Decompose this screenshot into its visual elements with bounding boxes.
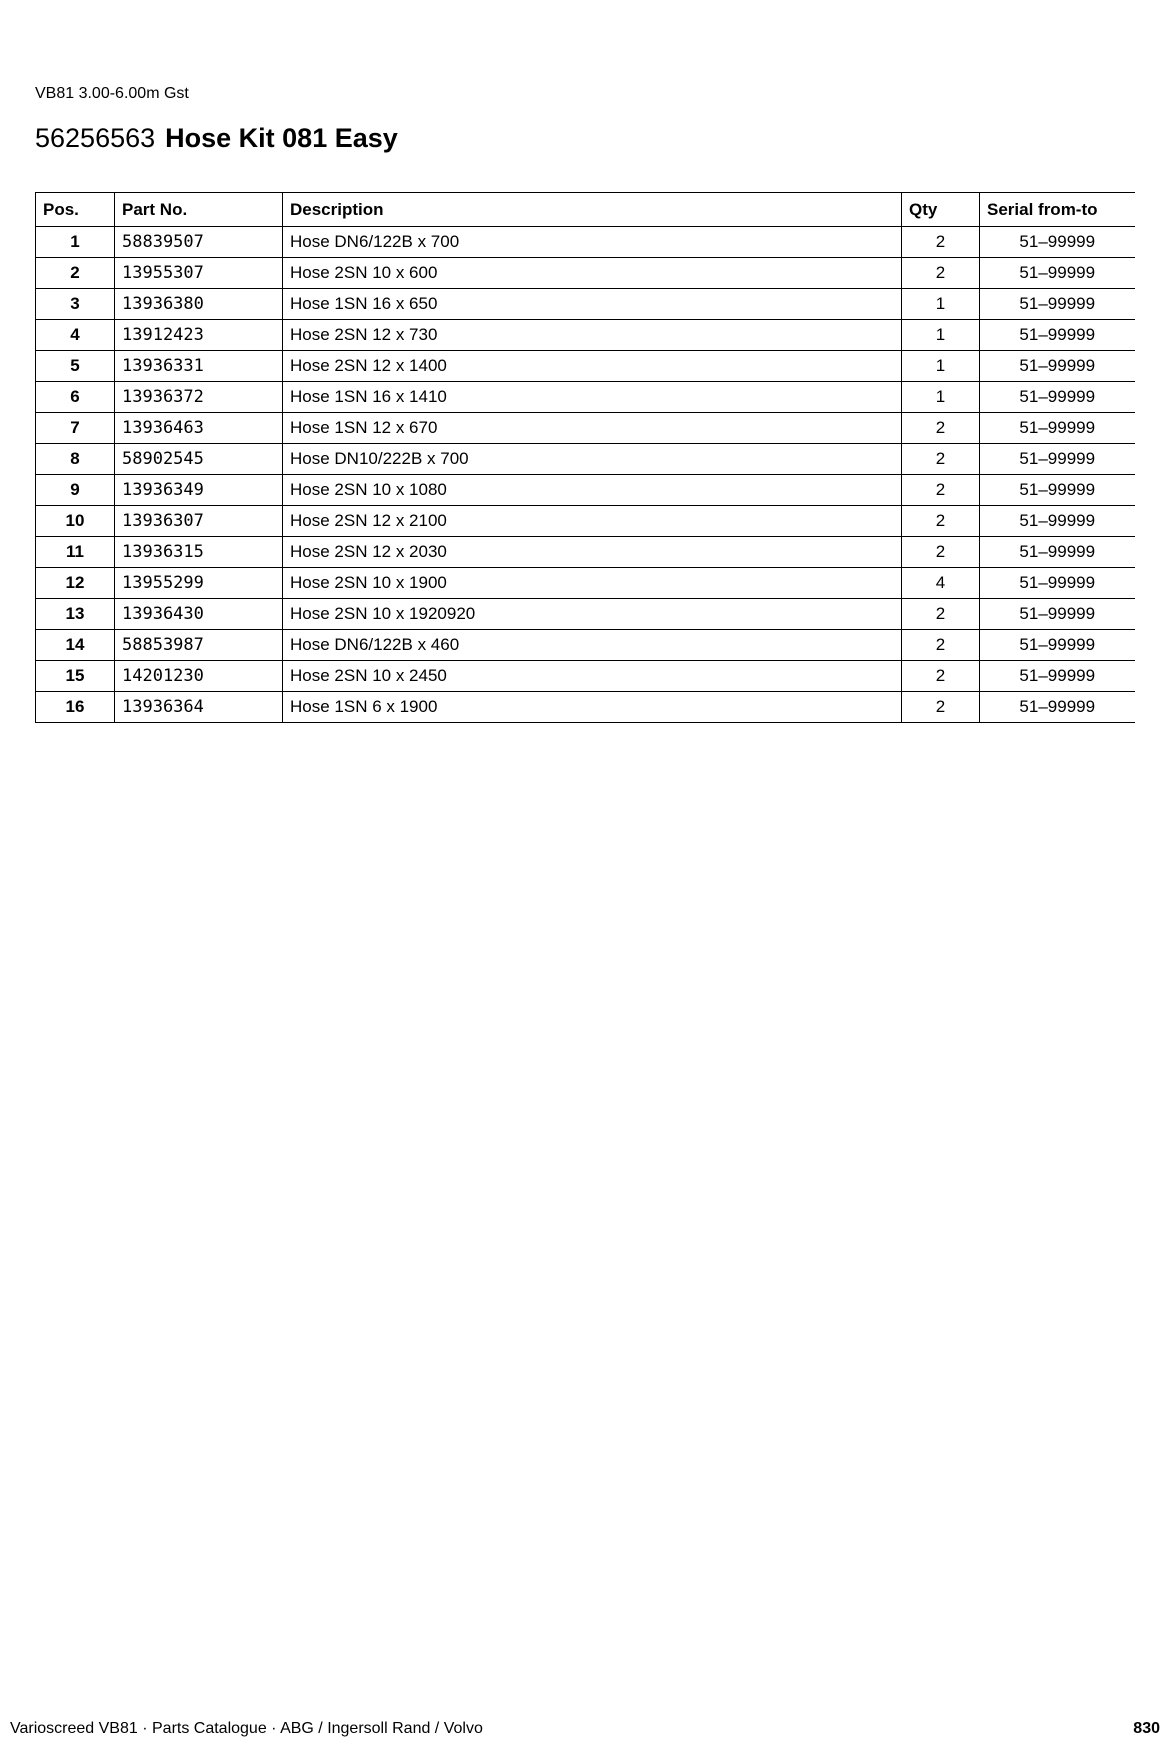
serial-range-cell: 51–99999 (980, 506, 1135, 537)
table-body (36, 227, 1135, 723)
pos-cell: 15 (36, 661, 115, 692)
part-number-cell: 13936349 (115, 475, 283, 506)
table-row (36, 227, 1135, 258)
qty-cell: 2 (902, 258, 980, 289)
pos-cell: 2 (36, 258, 115, 289)
description-cell: Hose DN6/122B x 460 (283, 630, 902, 661)
serial-range-cell: 51–99999 (980, 258, 1135, 289)
pos-cell: 1 (36, 227, 115, 258)
part-number-cell: 58839507 (115, 227, 283, 258)
table-row (36, 506, 1135, 537)
description-cell: Hose DN6/122B x 700 (283, 227, 902, 258)
qty-cell: 2 (902, 444, 980, 475)
pos-cell: 12 (36, 568, 115, 599)
qty-cell: 1 (902, 382, 980, 413)
table-row (36, 599, 1135, 630)
description-cell: Hose 1SN 6 x 1900 (283, 692, 902, 723)
table-row (36, 568, 1135, 599)
part-number-cell: 13936364 (115, 692, 283, 723)
serial-range-cell: 51–99999 (980, 599, 1135, 630)
qty-cell: 2 (902, 692, 980, 723)
pos-cell: 3 (36, 289, 115, 320)
qty-cell: 4 (902, 568, 980, 599)
part-number-cell: 13936307 (115, 506, 283, 537)
table-row (36, 661, 1135, 692)
table-row (36, 320, 1135, 351)
part-number-cell: 13936372 (115, 382, 283, 413)
description-cell: Hose 2SN 12 x 2100 (283, 506, 902, 537)
serial-range-cell: 51–99999 (980, 320, 1135, 351)
qty-cell: 2 (902, 537, 980, 568)
parts-table (35, 192, 1135, 723)
pos-cell: 13 (36, 599, 115, 630)
part-number-cell: 14201230 (115, 661, 283, 692)
serial-range-cell: 51–99999 (980, 227, 1135, 258)
pos-cell: 4 (36, 320, 115, 351)
part-number-cell: 13936380 (115, 289, 283, 320)
pos-cell: 5 (36, 351, 115, 382)
part-number-cell: 13936430 (115, 599, 283, 630)
column-header-description: Description (283, 193, 902, 227)
column-header-qty: Qty (902, 193, 980, 227)
page-number: 830 (1133, 1720, 1160, 1737)
part-number-cell: 13936331 (115, 351, 283, 382)
description-cell: Hose 2SN 12 x 2030 (283, 537, 902, 568)
pos-cell: 11 (36, 537, 115, 568)
table-row (36, 444, 1135, 475)
part-number-cell: 13912423 (115, 320, 283, 351)
description-cell: Hose 2SN 10 x 1920920 (283, 599, 902, 630)
table-row (36, 630, 1135, 661)
column-header-serial: Serial from-to (980, 193, 1135, 227)
pos-cell: 7 (36, 413, 115, 444)
pos-cell: 14 (36, 630, 115, 661)
column-header-pos: Pos. (36, 193, 115, 227)
description-cell: Hose DN10/222B x 700 (283, 444, 902, 475)
description-cell: Hose 2SN 10 x 1900 (283, 568, 902, 599)
pos-cell: 9 (36, 475, 115, 506)
table-row (36, 382, 1135, 413)
kit-name: Hose Kit 081 Easy (165, 123, 398, 153)
serial-range-cell: 51–99999 (980, 382, 1135, 413)
part-number-cell: 13936463 (115, 413, 283, 444)
serial-range-cell: 51–99999 (980, 351, 1135, 382)
serial-range-cell: 51–99999 (980, 444, 1135, 475)
footer-text: Varioscreed VB81 · Parts Catalogue · ABG / Ingersoll Rand / Volvo (10, 1720, 483, 1737)
description-cell: Hose 2SN 10 x 1080 (283, 475, 902, 506)
qty-cell: 2 (902, 661, 980, 692)
qty-cell: 1 (902, 320, 980, 351)
qty-cell: 2 (902, 506, 980, 537)
table-row (36, 289, 1135, 320)
serial-range-cell: 51–99999 (980, 661, 1135, 692)
part-number-cell: 13936315 (115, 537, 283, 568)
serial-range-cell: 51–99999 (980, 289, 1135, 320)
description-cell: Hose 1SN 16 x 650 (283, 289, 902, 320)
qty-cell: 2 (902, 227, 980, 258)
description-cell: Hose 1SN 16 x 1410 (283, 382, 902, 413)
part-number-cell: 58853987 (115, 630, 283, 661)
description-cell: Hose 1SN 12 x 670 (283, 413, 902, 444)
table-row (36, 475, 1135, 506)
table-header-row (36, 193, 1135, 227)
qty-cell: 1 (902, 351, 980, 382)
qty-cell: 2 (902, 413, 980, 444)
description-cell: Hose 2SN 10 x 2450 (283, 661, 902, 692)
pos-cell: 16 (36, 692, 115, 723)
table-row (36, 537, 1135, 568)
pos-cell: 10 (36, 506, 115, 537)
serial-range-cell: 51–99999 (980, 630, 1135, 661)
page-title (35, 122, 398, 154)
part-number-cell: 13955299 (115, 568, 283, 599)
serial-range-cell: 51–99999 (980, 413, 1135, 444)
table-row (36, 692, 1135, 723)
serial-range-cell: 51–99999 (980, 568, 1135, 599)
description-cell: Hose 2SN 10 x 600 (283, 258, 902, 289)
document-subtitle: VB81 3.00-6.00m Gst (35, 85, 189, 102)
part-number-cell: 58902545 (115, 444, 283, 475)
kit-number: 56256563 (35, 123, 156, 153)
serial-range-cell: 51–99999 (980, 692, 1135, 723)
pos-cell: 8 (36, 444, 115, 475)
qty-cell: 1 (902, 289, 980, 320)
description-cell: Hose 2SN 12 x 730 (283, 320, 902, 351)
table-row (36, 351, 1135, 382)
description-cell: Hose 2SN 12 x 1400 (283, 351, 902, 382)
serial-range-cell: 51–99999 (980, 537, 1135, 568)
table-row (36, 413, 1135, 444)
column-header-part-no: Part No. (115, 193, 283, 227)
qty-cell: 2 (902, 630, 980, 661)
part-number-cell: 13955307 (115, 258, 283, 289)
qty-cell: 2 (902, 599, 980, 630)
serial-range-cell: 51–99999 (980, 475, 1135, 506)
qty-cell: 2 (902, 475, 980, 506)
table-row (36, 258, 1135, 289)
pos-cell: 6 (36, 382, 115, 413)
